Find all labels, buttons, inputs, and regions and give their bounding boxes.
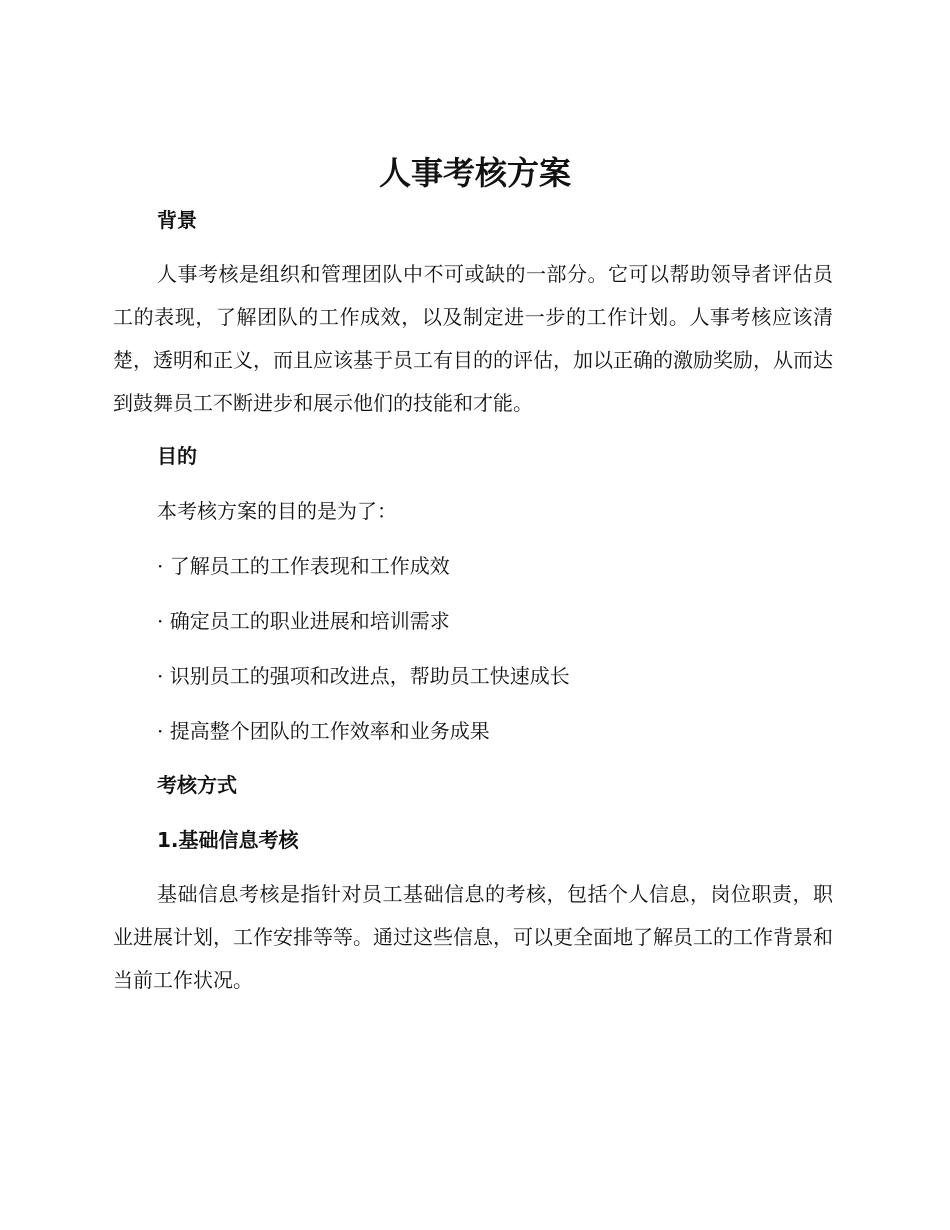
purpose-list-item: · 识别员工的强项和改进点，帮助员工快速成长 (157, 664, 570, 688)
background-paragraph: 人事考核是组织和管理团队中不可或缺的一部分。它可以帮助领导者评估员工的表现，了解团队的工作成效，以及制定进一步的工作计划。人事考核应该清楚，透明和正义，而且应该基于员工有目的的评估，加以正确的激励奖励，从而达到鼓舞员工不断进步和展示他们的技能和才能。 (113, 262, 833, 415)
purpose-list-item: · 了解员工的工作表现和工作成效 (157, 554, 450, 578)
section-heading-method: 考核方式 (157, 773, 237, 797)
section-heading-purpose: 目的 (157, 444, 197, 468)
purpose-list-item: · 提高整个团队的工作效率和业务成果 (157, 719, 490, 743)
document-title: 人事考核方案 (378, 154, 571, 192)
subsection-heading-basic-info: 1.基础信息考核 (157, 828, 299, 852)
purpose-intro: 本考核方案的目的是为了： (157, 499, 397, 523)
basic-info-paragraph: 基础信息考核是指针对员工基础信息的考核，包括个人信息，岗位职责，职业进展计划，工作安排等等。通过这些信息，可以更全面地了解员工的工作背景和当前工作状况。 (113, 882, 833, 992)
purpose-list-item: · 确定员工的职业进展和培训需求 (157, 609, 450, 633)
section-heading-background: 背景 (157, 208, 197, 232)
